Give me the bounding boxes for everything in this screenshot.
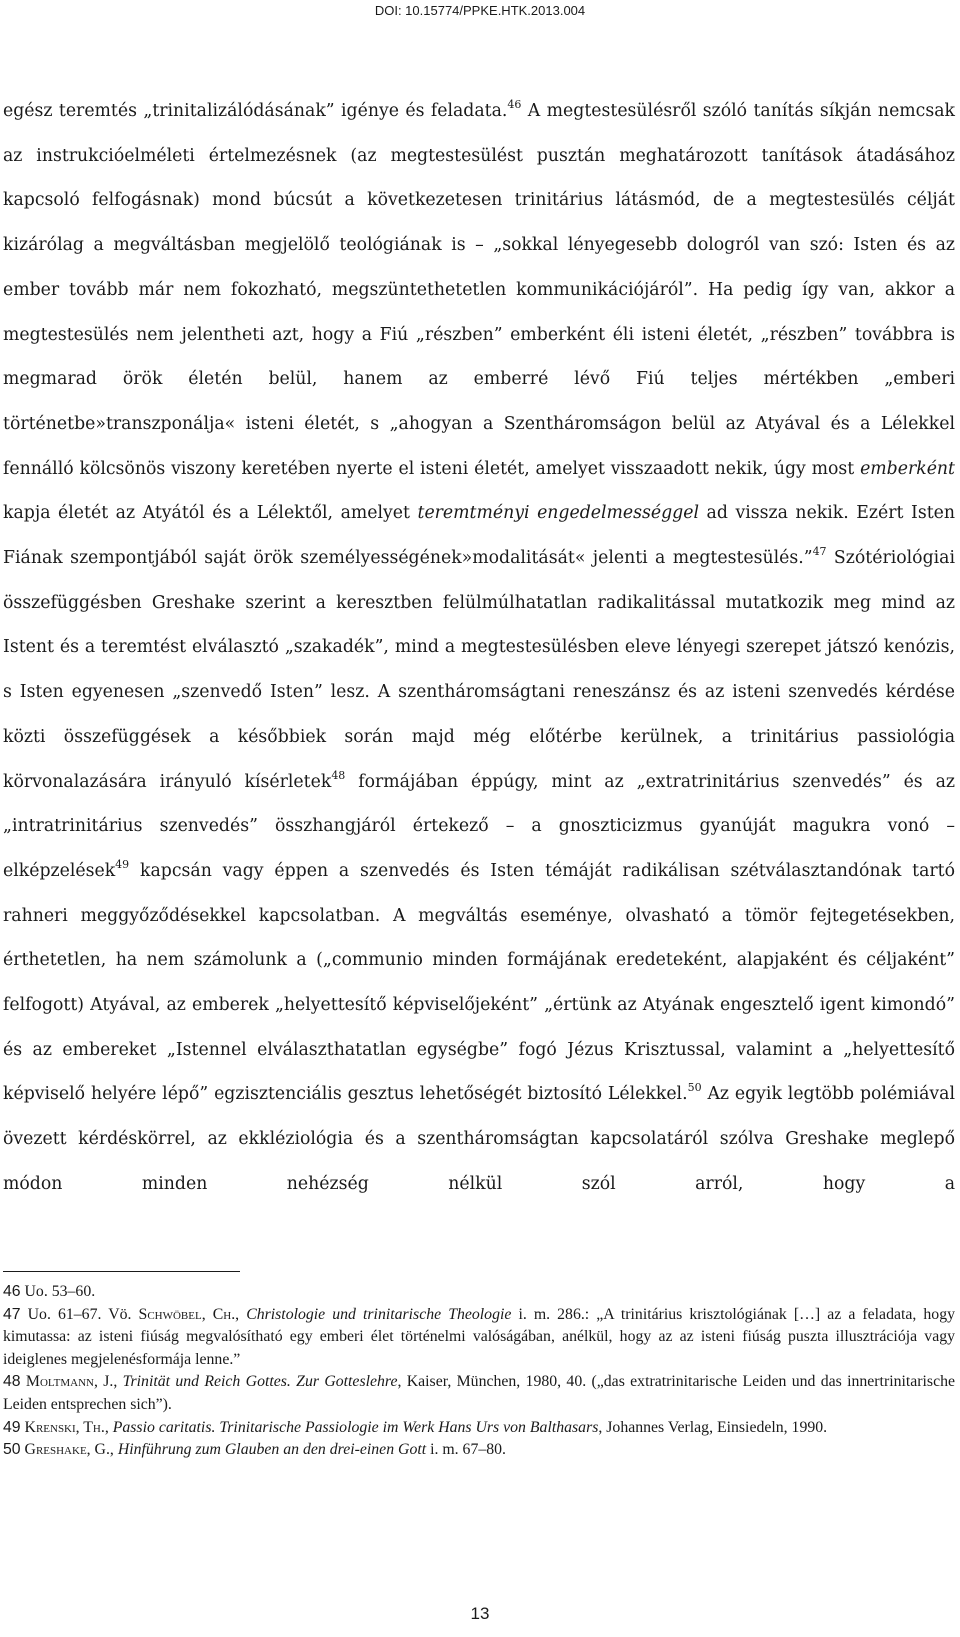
body-text-5: Szótériológiai összefüggésben Greshake szerint a keresztben felülmúlhatatlan radikalitással mutatkozik meg mind az Istent és a teremtést elválasztó „szakadék”, mind a megtestesülésben eleve lényegi szerepet játszó kenózis, s Isten egyenesen „szenvedő Isten” lesz. A szentháromságtani reneszánsz és az isteni szenvedés kérdése közti összefüggések a későbbiek során majd még előtérbe kerülnek, a trinitárius passiológia körvonalazására irányuló kísérletek (3, 548, 955, 792)
body-text-7: kapcsán vagy éppen a szenvedés és Isten témáját radikálisan szétválasztandónak tartó rahneri meggyőződésekkel kapcsolatban. A megváltás eseménye, olvasható a tömör fejtegetésekben, érthetetlen, ha nem számolunk a („communio minden formájának eredeteként, alapjaként és céljaként” felfogott) Atyával, az emberek „helyettesítő képviselőjeként” „értünk az Atyának engesztelő igent kimondó” és az embereket „Istennel elválaszthatatlan egységbe” fogó Jézus Krisztussal, valamint a „helyettesítő képviselő helyére lépő” egzisztenciális gesztus lehetőségét biztosító Lélekkel. (3, 860, 955, 1105)
footnote-text: i. m. 286.: „A trinitárius krisztológiának […] az a feladata, hogy kimutassa: az isteni fiúság megvalósítható egy emberi élet történelmi valóságában, anélkül, hogy az az isteni fiúság puszta illusztrációja vagy ideiglenes megjelenésformája lenne.” (3, 1305, 955, 1368)
footnote-text: , (109, 1441, 118, 1459)
body-text-2: A megtestesülésről szóló tanítás síkján nemcsak az instrukcióelméleti értelmezésnek (az megtestesülést pusztán meghatározott tanítások átadásához kapcsoló felfogásnak) mond búcsút a következetesen trinitárius látásmód, de a megtestesülés célját kizárólag a megváltásban megjelölő teológiának is – „sokkal lényegesebb dologról van szó: Isten és az ember tovább már nem fokozható, megszüntethetetlen kommunikációjáról”. Ha pedig így van, akkor a megtestesülés nem jelentheti azt, hogy a Fiú „részben” emberként éli isteni életét, „részben” továbbra is megmarad örök életén belül, hanem az emberré lévő Fiú teljes mértékben „emberi történetbe»transzponálja« isteni életét, s „ahogyan a Szentháromságon belül az Atyával és a Lélekkel fennálló kölcsönös viszony keretében nyerte el isteni életét, amelyet visszaadott nekik, úgy most (3, 101, 956, 479)
footnote-49 (3, 1417, 955, 1440)
footnote-text: Uo. 53–60. (20, 1283, 96, 1300)
body-text-6: formájában éppúgy, mint az „extratrinitárius szenvedés” és az „intratrinitárius szenvedés” összhangjáról értekező – a gnoszticizmus gyanúját magukra vonó – elképzelések (3, 771, 955, 881)
footnotes (3, 1281, 955, 1462)
footnote-48 (3, 1371, 955, 1416)
footnote-50 (3, 1439, 955, 1462)
footnote-ref-46[interactable]: 46 (507, 97, 522, 111)
emphasis-emberkent: emberként (860, 458, 955, 479)
body-text-3: kapja életét az Atyától és a Lélektől, amelyet (3, 503, 418, 524)
footnote-ref-49[interactable]: 49 (115, 857, 130, 871)
footnote-title: Hinführung zum Glauben an den drei-einen Gott (117, 1441, 427, 1459)
footnote-author: Moltmann, J. (25, 1373, 114, 1391)
footnote-text: , Johannes Verlag, Einsiedeln, 1990. (598, 1418, 828, 1436)
footnote-ref-50[interactable]: 50 (687, 1081, 702, 1095)
footnote-author: Krenski, Th. (24, 1418, 105, 1436)
footnote-ref-48[interactable]: 48 (331, 768, 346, 782)
page-number: 13 (470, 1604, 490, 1623)
footnote-number: 46 (3, 1283, 21, 1300)
footnote-title: Passio caritatis. Trinitarische Passiologie im Werk Hans Urs von Balthasars (112, 1418, 599, 1436)
footnote-divider (3, 1271, 240, 1272)
footnote-title: Christologie und trinitarische Theologie (246, 1305, 512, 1323)
footnote-text: , (104, 1418, 113, 1436)
footnote-text: , (113, 1373, 123, 1391)
footnote-text: , (235, 1305, 247, 1323)
footnote-text: i. m. 67–80. (426, 1441, 506, 1459)
footnote-text: Uo. 61–67. Vö. (20, 1305, 139, 1323)
body-text-8: Az egyik legtöbb polémiával övezett kérdéskörrel, az ekkléziológia és a szentháromságtan kapcsolatáról szólva Greshake meglepő módon minden nehézség nélkül szól arról, hogy a (3, 1084, 955, 1194)
footnote-47 (3, 1304, 955, 1372)
footnote-number: 48 (3, 1373, 21, 1391)
footnote-number: 49 (3, 1418, 21, 1436)
footnote-ref-47[interactable]: 47 (812, 544, 827, 558)
footnote-author: Schwöbel, Ch. (138, 1305, 236, 1323)
footnote-number: 50 (3, 1441, 21, 1459)
footnote-author: Greshake, G. (24, 1441, 110, 1459)
emphasis-engedelmesseg: teremtményi engedelmességgel (417, 503, 699, 524)
doi-header: DOI: 10.15774/PPKE.HTK.2013.004 (374, 3, 586, 18)
footnote-number: 47 (3, 1305, 21, 1323)
body-paragraph (3, 89, 955, 1207)
footnote-text: , Kaiser, München, 1980, 40. („das extratrinitarische Leiden und das innertrinitarische Leiden entsprechen sich”). (3, 1373, 956, 1413)
body-text-1: egész teremtés „trinitalizálódásának” igénye és feladata. (3, 101, 508, 121)
footnote-46 (3, 1281, 955, 1304)
footnote-title: Trinität und Reich Gottes. Zur Gotteslehre (122, 1373, 398, 1391)
body-text-4: ad vissza nekik. Ezért Isten Fiának szempontjából saját örök személyességének»modalitását« jelenti a megtestesülés.” (3, 503, 955, 569)
